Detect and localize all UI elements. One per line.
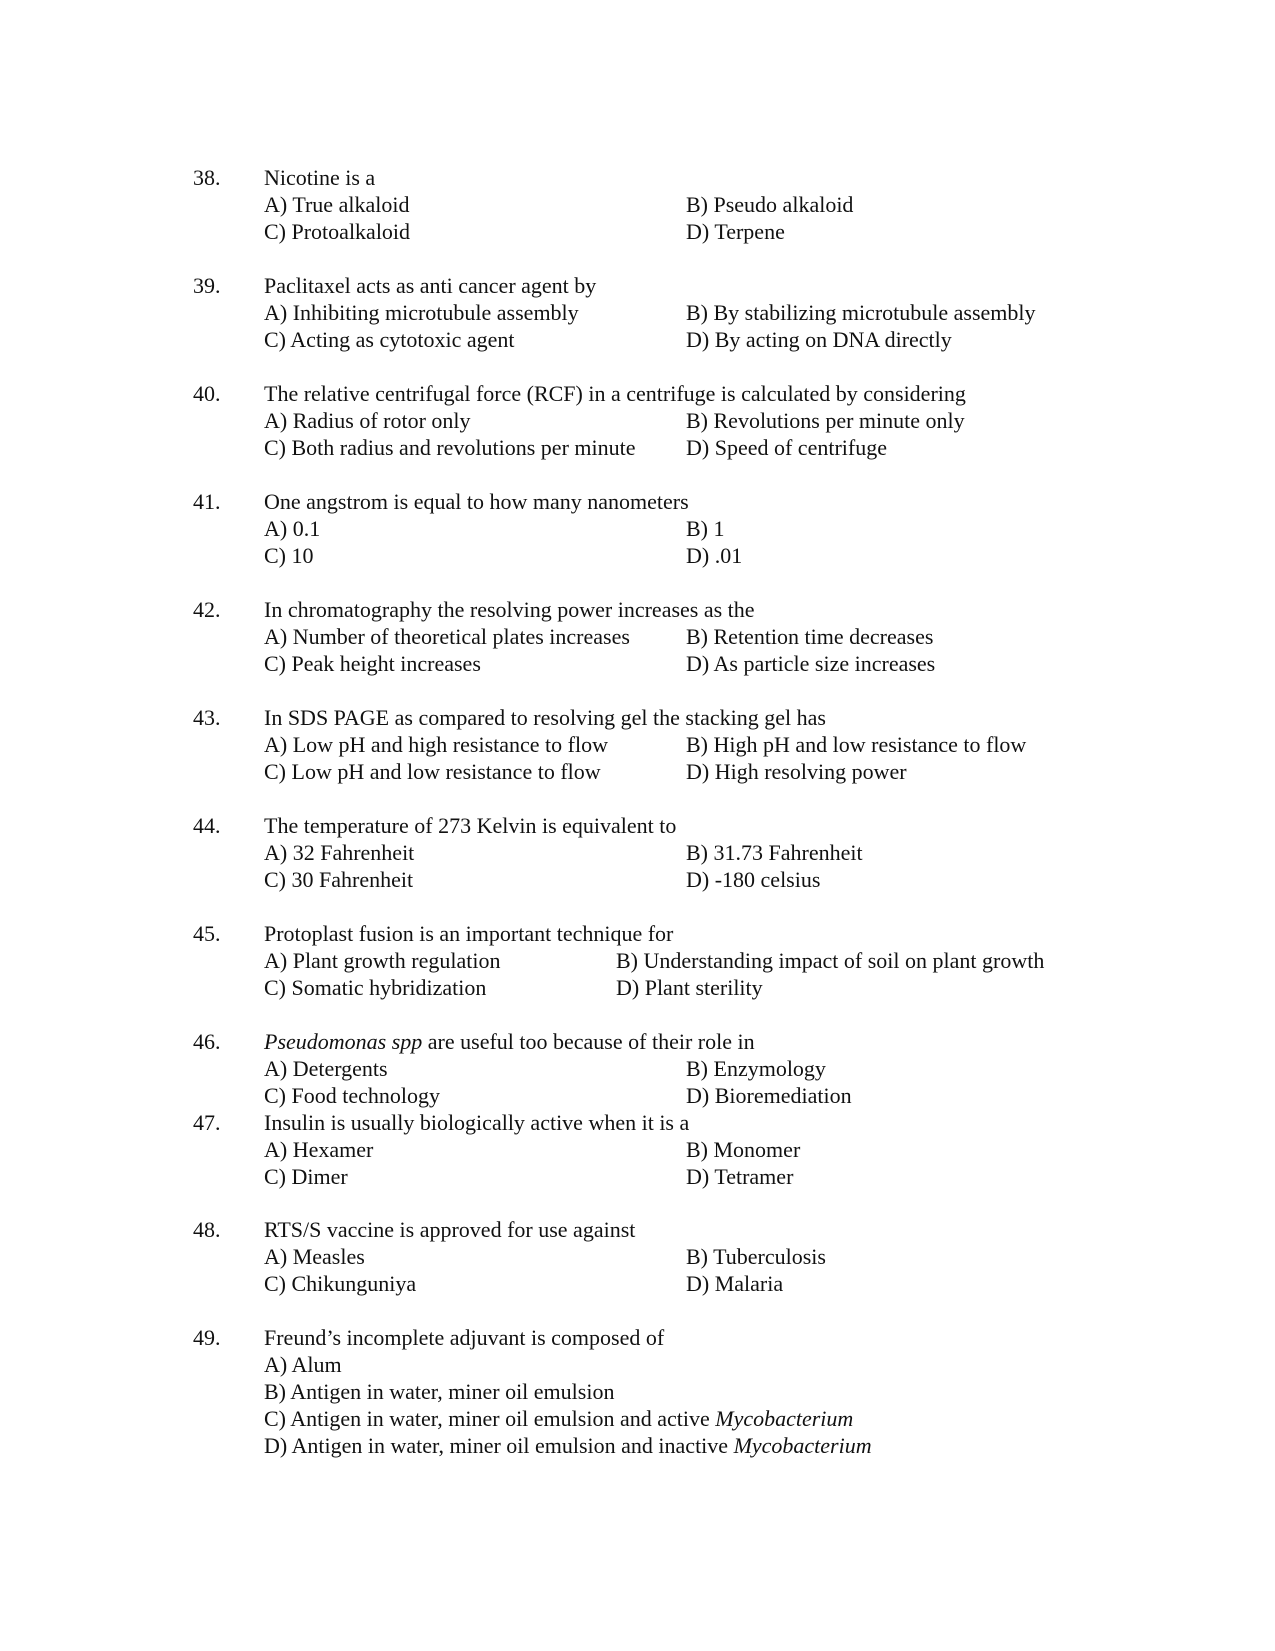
option-c: C) Protoalkaloid (264, 219, 411, 244)
question-text: Paclitaxel acts as anti cancer agent by (264, 273, 597, 298)
question-text: The temperature of 273 Kelvin is equivalent to (264, 813, 677, 838)
option-d: D) -180 celsius (686, 867, 821, 892)
option-c: C) 30 Fahrenheit (264, 867, 414, 892)
question-number: 49. (193, 1325, 221, 1350)
option-d: D) Speed of centrifuge (686, 435, 887, 460)
question-number: 43. (193, 705, 221, 730)
option-d: D) High resolving power (686, 759, 907, 784)
option-a: A) Low pH and high resistance to flow (264, 732, 608, 757)
option-c: C) 10 (264, 543, 314, 568)
question-text: Freund’s incomplete adjuvant is composed of (264, 1325, 665, 1350)
option-b: B) Revolutions per minute only (686, 408, 965, 433)
option-d: D) By acting on DNA directly (686, 327, 952, 352)
option-b: B) Monomer (686, 1137, 801, 1162)
option-c: C) Acting as cytotoxic agent (264, 327, 515, 352)
option-c: C) Somatic hybridization (264, 975, 487, 1000)
option-a: A) Alum (264, 1352, 342, 1377)
option-a: A) 32 Fahrenheit (264, 840, 415, 865)
question-number: 39. (193, 273, 221, 298)
option-a: A) Measles (264, 1244, 365, 1269)
option-a: A) Detergents (264, 1056, 388, 1081)
question-number: 46. (193, 1029, 221, 1054)
question-number: 38. (193, 165, 221, 190)
question-text: One angstrom is equal to how many nanometers (264, 489, 689, 514)
option-b: B) By stabilizing microtubule assembly (686, 300, 1036, 325)
question-text: In SDS PAGE as compared to resolving gel the stacking gel has (264, 705, 826, 730)
question-text: Insulin is usually biologically active when it is a (264, 1110, 690, 1135)
option-b: B) 1 (686, 516, 725, 541)
option-d: D) Antigen in water, miner oil emulsion and inactive (264, 1433, 734, 1458)
question-number: 41. (193, 489, 221, 514)
question-text: In chromatography the resolving power increases as the (264, 597, 755, 622)
question-number: 40. (193, 381, 221, 406)
option-b: B) Understanding impact of soil on plant growth (616, 948, 1045, 973)
option-c: C) Antigen in water, miner oil emulsion and active (264, 1406, 716, 1431)
option-c: C) Both radius and revolutions per minute (264, 435, 636, 460)
option-b: B) High pH and low resistance to flow (686, 732, 1027, 757)
option-d: D) Malaria (686, 1271, 784, 1296)
option-b: B) Enzymology (686, 1056, 826, 1081)
question-number: 48. (193, 1217, 221, 1242)
option-d: D) Bioremediation (686, 1083, 852, 1108)
option-b: B) Pseudo alkaloid (686, 192, 854, 217)
question-number: 47. (193, 1110, 221, 1135)
option-c: C) Dimer (264, 1164, 348, 1189)
option-d-italic: Mycobacterium (733, 1433, 872, 1458)
option-a: A) True alkaloid (264, 192, 410, 217)
option-c: C) Food technology (264, 1083, 440, 1108)
option-b: B) Tuberculosis (686, 1244, 826, 1269)
option-a: A) Radius of rotor only (264, 408, 471, 433)
question-text: RTS/S vaccine is approved for use against (264, 1217, 636, 1242)
option-d: D) Terpene (686, 219, 785, 244)
question-text-italic: Pseudomonas spp (264, 1029, 423, 1054)
question-text: are useful too because of their role in (422, 1029, 755, 1054)
option-a: A) Number of theoretical plates increases (264, 624, 630, 649)
option-b: B) 31.73 Fahrenheit (686, 840, 863, 865)
option-d: D) Tetramer (686, 1164, 794, 1189)
option-a: A) Inhibiting microtubule assembly (264, 300, 579, 325)
option-c: C) Low pH and low resistance to flow (264, 759, 601, 784)
question-text: The relative centrifugal force (RCF) in a centrifuge is calculated by considering (264, 381, 966, 406)
option-d: D) .01 (686, 543, 743, 568)
question-number: 44. (193, 813, 221, 838)
option-c: C) Chikunguniya (264, 1271, 417, 1296)
option-d: D) Plant sterility (616, 975, 763, 1000)
option-a: A) Hexamer (264, 1137, 374, 1162)
option-b: B) Antigen in water, miner oil emulsion (264, 1379, 615, 1404)
option-b: B) Retention time decreases (686, 624, 934, 649)
question-text: Nicotine is a (264, 165, 376, 190)
option-c-italic: Mycobacterium (715, 1406, 854, 1431)
question-text: Protoplast fusion is an important technique for (264, 921, 674, 946)
question-number: 42. (193, 597, 221, 622)
option-d: D) As particle size increases (686, 651, 936, 676)
option-c: C) Peak height increases (264, 651, 481, 676)
question-number: 45. (193, 921, 221, 946)
option-a: A) Plant growth regulation (264, 948, 501, 973)
option-a: A) 0.1 (264, 516, 321, 541)
